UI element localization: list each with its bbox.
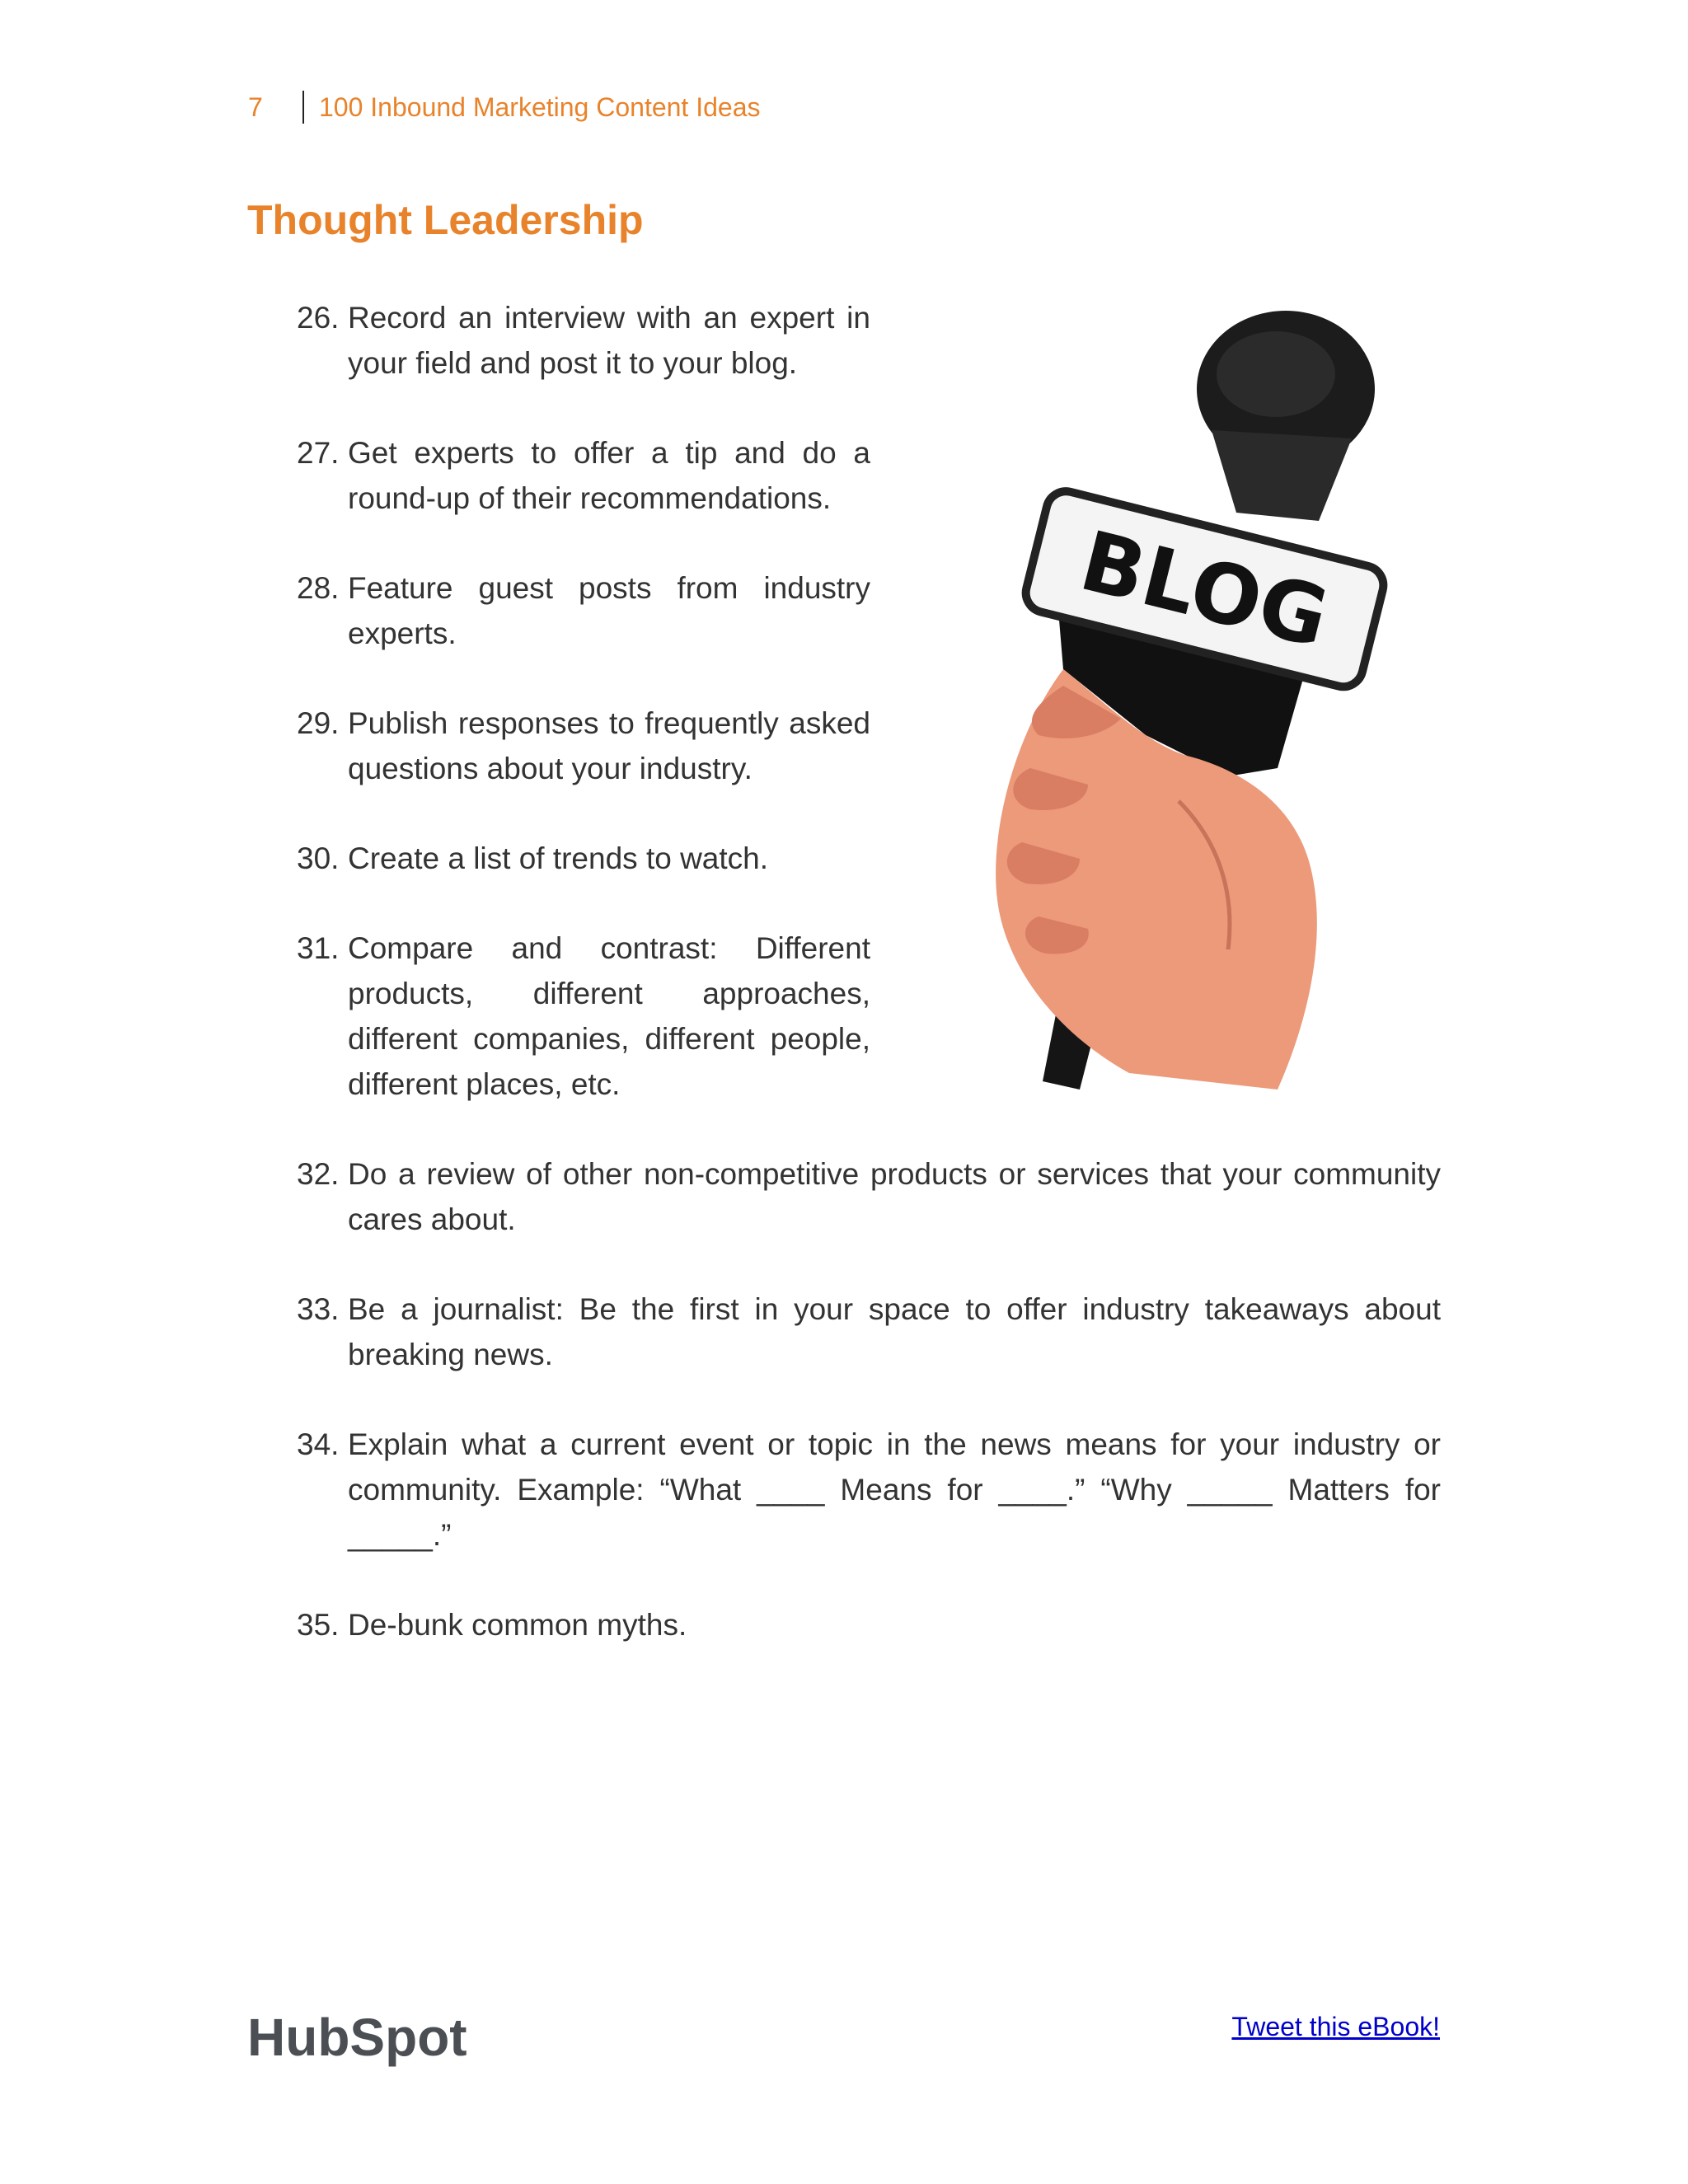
item-number: 31. [297, 931, 340, 965]
tweet-ebook-link[interactable]: Tweet this eBook! [1231, 2012, 1440, 2041]
item-text: Get experts to offer a tip and do a round-up of their recommendations. [348, 436, 870, 515]
list-item [297, 430, 870, 521]
list-item [297, 1422, 1441, 1558]
item-text: Record an interview with an expert in your field and post it to your blog. [348, 301, 870, 380]
list-item [297, 295, 870, 386]
list-item [297, 836, 870, 881]
section-title: Thought Leadership [247, 197, 644, 243]
item-text: Do a review of other non-competitive products or services that your community cares about. [348, 1157, 1441, 1236]
item-text: Feature guest posts from industry experts. [348, 571, 870, 650]
list-item [297, 1602, 1441, 1647]
blog-microphone-image [964, 307, 1393, 1094]
item-number: 27. [297, 436, 340, 470]
item-number: 32. [297, 1157, 340, 1191]
item-number: 29. [297, 706, 340, 740]
hubspot-logo [247, 1994, 467, 2074]
mic-flag-label: BLOG [1071, 512, 1338, 667]
list-item [297, 1151, 1441, 1242]
item-number: 30. [297, 841, 340, 875]
item-text: Be a journalist: Be the first in your space to offer industry takeaways about breaking news. [348, 1292, 1441, 1371]
item-number: 34. [297, 1427, 340, 1461]
list-item [297, 701, 870, 791]
item-number: 33. [297, 1292, 340, 1326]
list-item [297, 1286, 1441, 1377]
list-item [297, 926, 870, 1107]
page-header [248, 91, 760, 124]
item-number: 26. [297, 301, 340, 335]
item-text: De-bunk common myths. [348, 1608, 687, 1642]
item-text: Create a list of trends to watch. [348, 841, 769, 875]
document-title: 100 Inbound Marketing Content Ideas [319, 91, 761, 122]
item-number: 35. [297, 1608, 340, 1642]
page-number: 7 [248, 91, 263, 122]
item-number: 28. [297, 571, 340, 605]
item-text: Publish responses to frequently asked questions about your industry. [348, 706, 870, 785]
item-text: Compare and contrast: Different products, different approaches, different companies, different people, different places, etc. [348, 931, 870, 1101]
list-item [297, 565, 870, 656]
header-divider [302, 91, 304, 124]
hubspot-logo-text: HubSpot [247, 2008, 467, 2067]
item-text: Explain what a current event or topic in the news means for your industry or community. Example: “What ____ Means for ____.” “Why _____ Matters for _____.” [348, 1427, 1441, 1552]
